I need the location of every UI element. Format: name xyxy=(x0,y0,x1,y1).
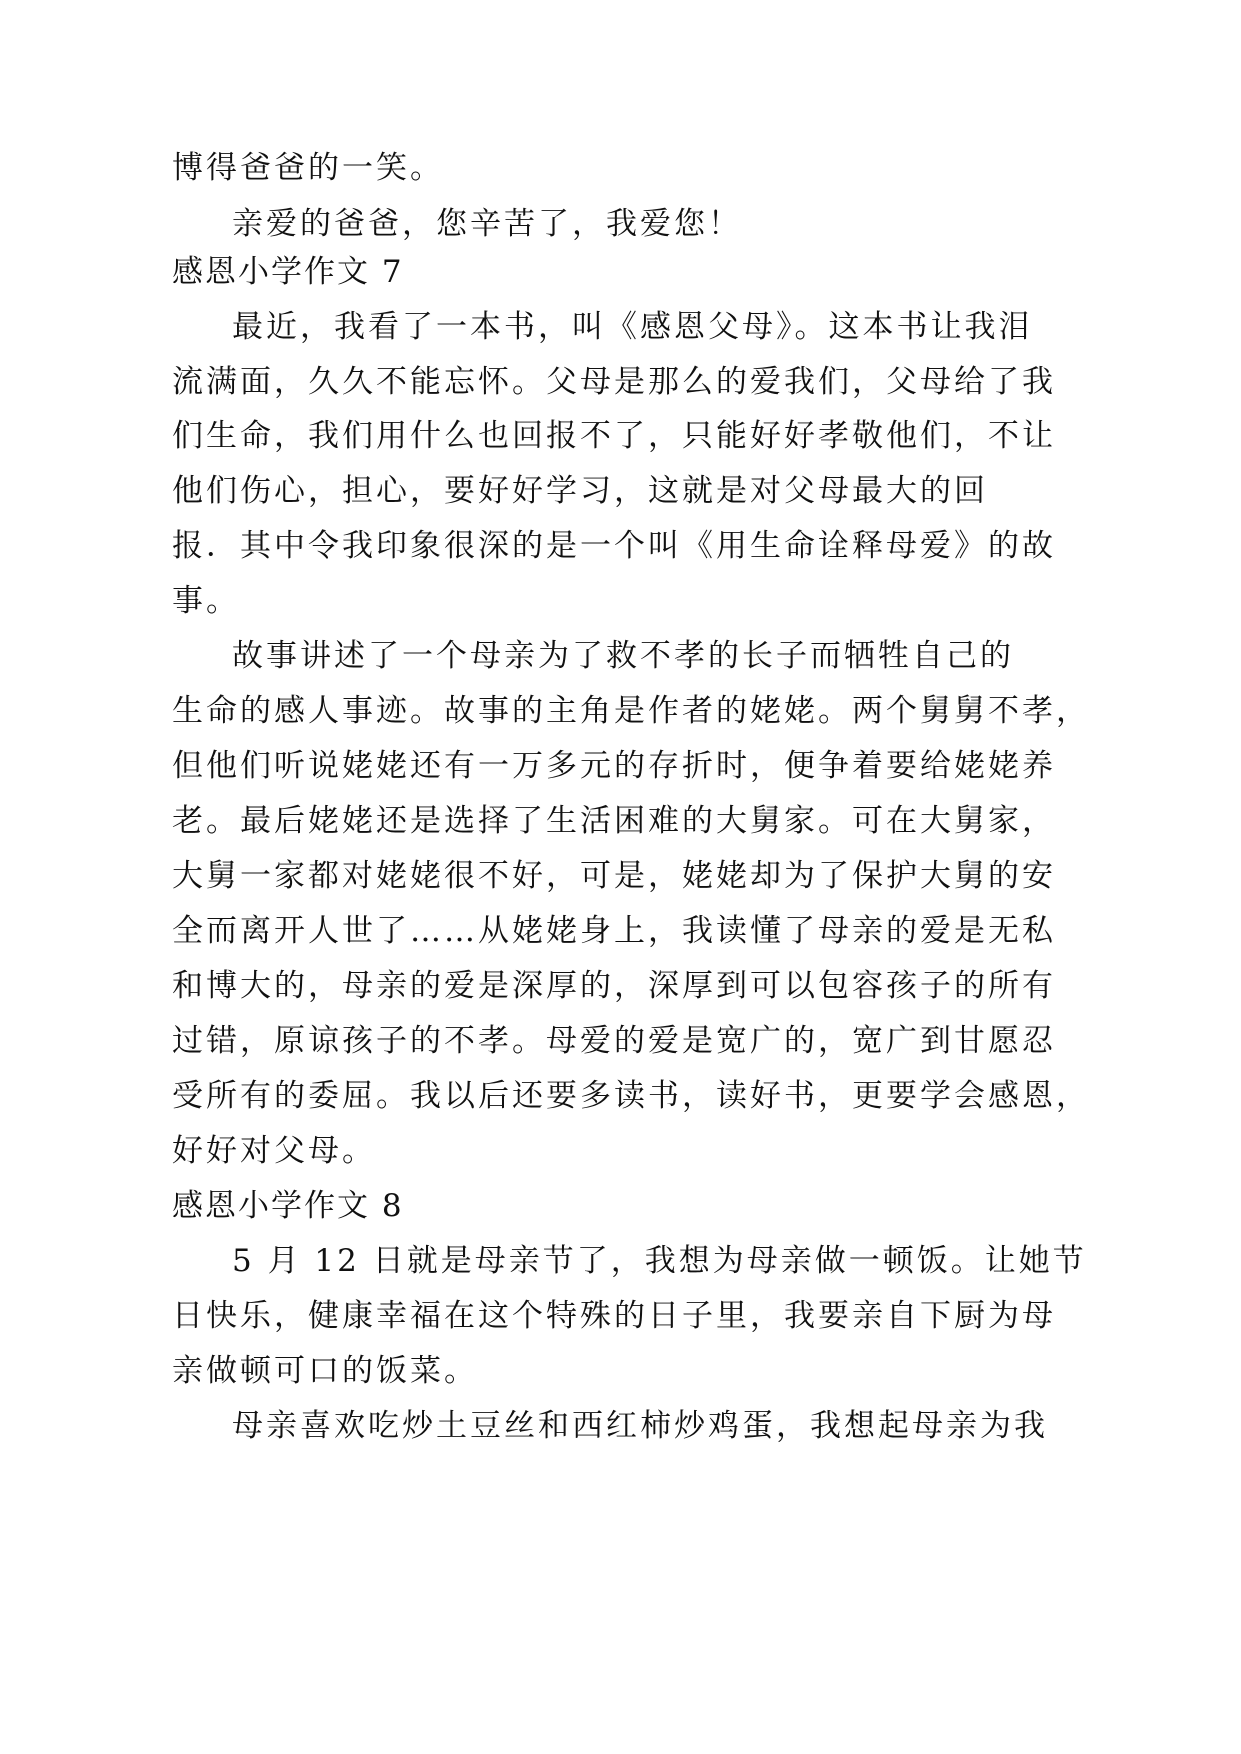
text-line: 事。 xyxy=(172,583,240,619)
text-line: 5 月 12 日就是母亲节了，我想为母亲做一顿饭。让她节 xyxy=(232,1243,1087,1279)
text-line: 好好对父母。 xyxy=(172,1133,376,1169)
text-line: 亲做顿可口的饭菜。 xyxy=(172,1353,478,1389)
text-line: 流满面，久久不能忘怀。父母是那么的爱我们，父母给了我 xyxy=(172,364,1056,400)
text-line: 亲爱的爸爸，您辛苦了，我爱您！ xyxy=(232,206,742,242)
text-line: 大舅一家都对姥姥很不好，可是，姥姥却为了保护大舅的安 xyxy=(172,858,1056,894)
text-line: 报．其中令我印象很深的是一个叫《用生命诠释母爱》的故 xyxy=(172,528,1056,564)
text-line: 和博大的，母亲的爱是深厚的，深厚到可以包容孩子的所有 xyxy=(172,968,1056,1004)
text-line: 受所有的委屈。我以后还要多读书，读好书，更要学会感恩， xyxy=(172,1078,1090,1114)
text-line: 但他们听说姥姥还有一万多元的存折时，便争着要给姥姥养 xyxy=(172,748,1056,784)
text-line: 们生命，我们用什么也回报不了，只能好好孝敬他们，不让 xyxy=(172,418,1056,454)
text-line: 母亲喜欢吃炒土豆丝和西红柿炒鸡蛋，我想起母亲为我 xyxy=(232,1408,1048,1444)
section-heading: 感恩小学作文 8 xyxy=(172,1188,404,1224)
section-heading: 感恩小学作文 7 xyxy=(172,254,404,290)
text-line: 全而离开人世了……从姥姥身上，我读懂了母亲的爱是无私 xyxy=(172,913,1056,949)
text-line: 博得爸爸的一笑。 xyxy=(172,150,444,186)
text-line: 过错，原谅孩子的不孝。母爱的爱是宽广的，宽广到甘愿忍 xyxy=(172,1023,1056,1059)
text-line: 最近，我看了一本书，叫《感恩父母》。这本书让我泪 xyxy=(232,309,1033,345)
text-line: 老。最后姥姥还是选择了生活困难的大舅家。可在大舅家， xyxy=(172,803,1056,839)
text-line: 故事讲述了一个母亲为了救不孝的长子而牺牲自己的 xyxy=(232,638,1014,674)
text-line: 日快乐，健康幸福在这个特殊的日子里，我要亲自下厨为母 xyxy=(172,1298,1056,1334)
text-line: 他们伤心，担心，要好好学习，这就是对父母最大的回 xyxy=(172,473,988,509)
text-line: 生命的感人事迹。故事的主角是作者的姥姥。两个舅舅不孝， xyxy=(172,693,1090,729)
